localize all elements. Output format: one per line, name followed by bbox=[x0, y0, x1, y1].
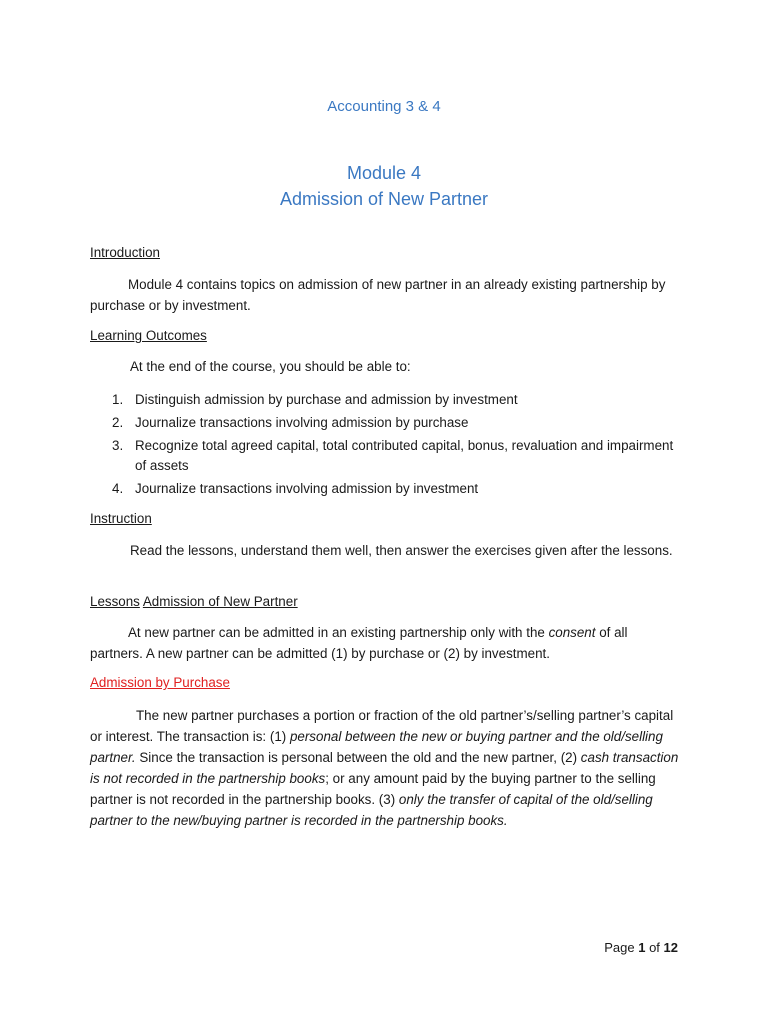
introduction-text: Module 4 contains topics on admission of new partner in an already existing partnership by purchase or by investment. bbox=[90, 277, 666, 313]
module-heading bbox=[0, 160, 768, 212]
learning-outcomes-lead: At the end of the course, you should be able to: bbox=[130, 359, 411, 374]
instruction-heading: Instruction bbox=[90, 511, 152, 526]
instruction-text: Read the lessons, understand them well, then answer the exercises given after the lessons. bbox=[130, 543, 673, 558]
learning-outcomes-heading: Learning Outcomes bbox=[90, 328, 207, 343]
introduction-heading: Introduction bbox=[90, 245, 160, 260]
lessons-label: Lessons bbox=[90, 594, 140, 609]
list-item: 2. Journalize transactions involving admission by purchase bbox=[112, 415, 469, 430]
page-number: Page 1 of 12 bbox=[604, 940, 678, 955]
admission-by-purchase-text: The new partner purchases a portion or fraction of the old partner’s/selling partner’s capital or interest. The transaction is: (1) personal between the new or buying partner and the old/selling partner. Since the transaction is personal between the old and the new partner, (2) cash transaction is not recorded in the partnership books; or any amount paid by the buying partner to the selling partner is not recorded in the partnership books. (3) only the transfer of capital of the old/selling partner to the new/buying partner is recorded in the partnership books. bbox=[90, 708, 679, 828]
list-item: 4. Journalize transactions involving admission by investment bbox=[112, 481, 479, 496]
list-item: 1. Distinguish admission by purchase and admission by investment bbox=[112, 392, 518, 407]
list-item: 3. Recognize total agreed capital, total contributed capital, bonus, revaluation and impairment of assets bbox=[112, 438, 674, 473]
module-number: Module 4 bbox=[346, 163, 422, 183]
module-title: Admission of New Partner bbox=[279, 189, 489, 209]
lessons-heading bbox=[90, 591, 680, 612]
learning-outcomes-list bbox=[90, 390, 680, 502]
lessons-title: Admission of New Partner bbox=[142, 594, 298, 609]
admission-by-purchase-heading: Admission by Purchase bbox=[90, 675, 230, 690]
course-title: Accounting 3 & 4 bbox=[327, 98, 441, 115]
lessons-paragraph: At new partner can be admitted in an existing partnership only with the consent of all partners. A new partner can be admitted (1) by purchase or (2) by investment. bbox=[90, 625, 628, 661]
